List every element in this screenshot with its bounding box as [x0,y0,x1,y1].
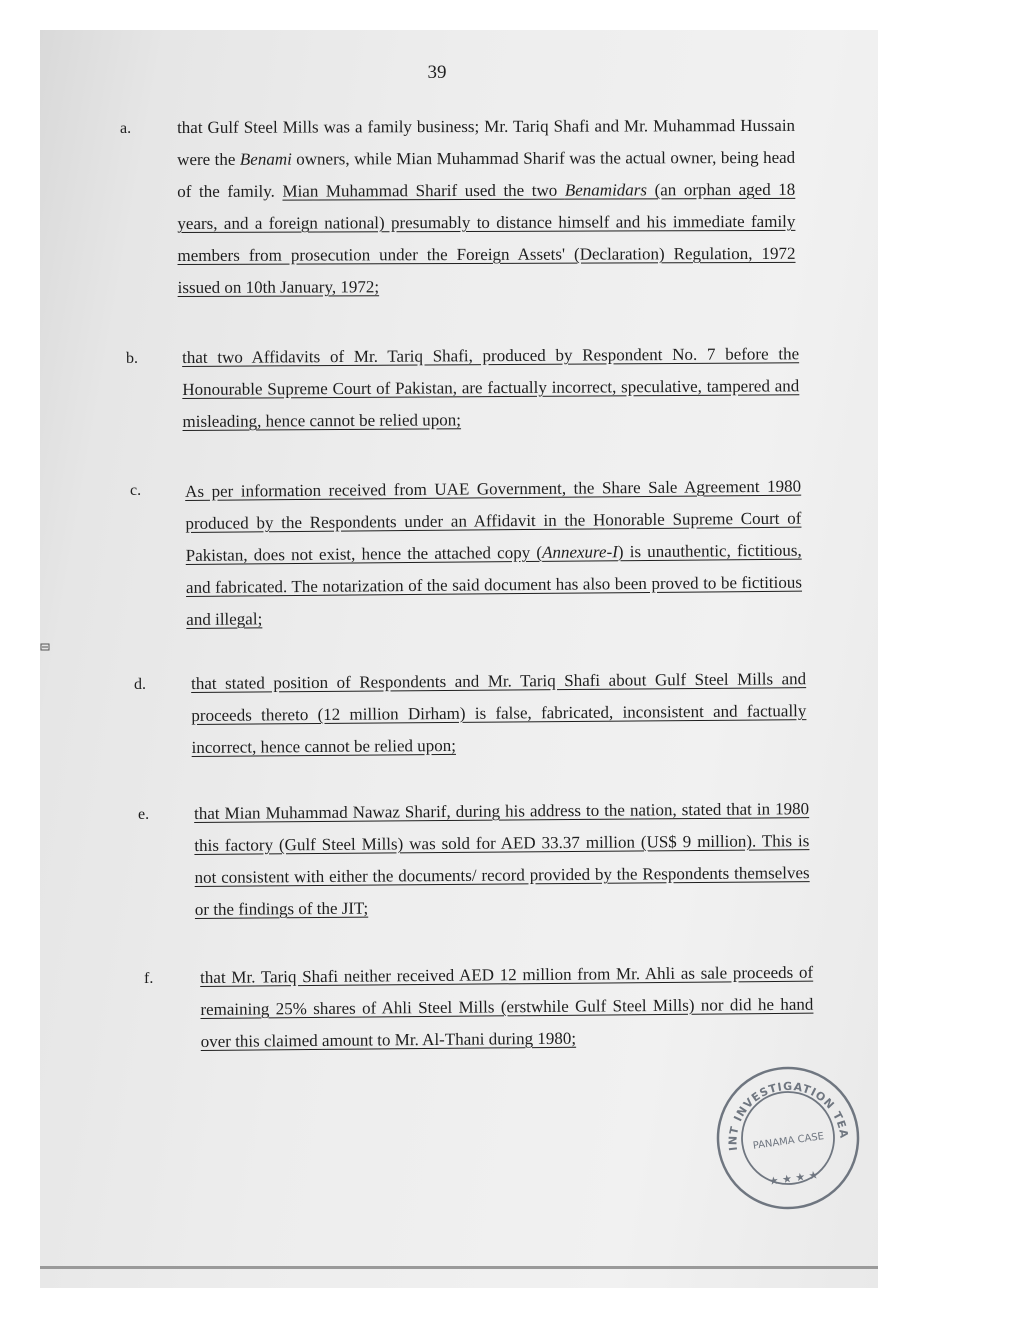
text-segment: Annexure-I [541,542,618,562]
list-item-b [126,344,806,460]
list-item-d [134,669,814,786]
item-marker: f. [144,970,154,987]
scanned-page [40,30,878,1288]
list-item-f [144,962,824,1080]
list-item-c [130,476,810,632]
list-item-a [120,115,800,320]
item-text [200,957,814,1058]
text-segment: that two Affidavits of Mr. Tariq Shafi, produced by Respondent No. 7 before the Honourable Supreme Court of Pakistan, are factually incorrect, speculative, tampered and misleading, hence cannot be relied upon; [182,344,800,431]
item-marker: a. [120,120,132,137]
stamp-seal [704,1054,871,1221]
list-item-e [138,799,818,956]
item-text [191,663,807,764]
item-marker: b. [126,350,138,367]
text-segment: (an orphan aged 18 years, and a foreign national) presumably to distance himself and his immediate family members from prosecution under the Foreign Assets' (Declaration) Regulation, 1972 issued on 10th January, 1972; [177,179,796,297]
text-segment: owners, while Mian Muhammad Sharif was the actual owner, being head of the family. [177,147,796,201]
item-text [182,338,800,438]
text-segment: ) is unauthentic, fictitious, and fabricated. The notarization of the said document has also been proved to be fictitious and illegal; [185,540,803,629]
stamp-stars: ★ ★ ★ ★ [768,1168,820,1189]
item-text [177,110,796,304]
stamp-top-text: JOINT INVESTIGATION TEAM [704,1064,851,1152]
item-marker: e. [138,806,150,823]
item-marker: c. [130,482,142,499]
text-segment: that Mian Muhammad Nawaz Sharif, during his address to the nation, stated that in 1980 this factory (Gulf Steel Mills) was sold for AED 33.37 million (US$ 9 million). This is not consistent with either the documents/ record provided by the Respondents themselves or the findings of the JIT; [194,799,810,919]
text-segment: that Mr. Tariq Shafi neither received AED 12 million from Mr. Ahli as sale proceeds of remaining 25% shares of Ahli Steel Mills (erstwhile Gulf Steel Mills) nor did he hand over this claimed amount to Mr. Al-Thani during 1980; [200,962,814,1051]
jit-stamp [704,1054,871,1221]
item-text [185,471,802,636]
text-segment: that Gulf Steel Mills was a family business; Mr. Tariq Shafi and Mr. Muhammad Hussain were the [177,115,796,169]
stamp-center-text: PANAMA CASE [752,1131,825,1152]
text-segment: Benamidars [564,180,648,200]
margin-mark [40,642,50,652]
text-segment: As per information received from UAE Government, the Share Sale Agreement 1980 produced by the Respondents under an Affidavit in the Honorable Supreme Court of Pakistan, does not exist, hence the attached copy ( [185,476,802,565]
scan-edge-line [40,1266,878,1269]
item-marker: d. [134,676,146,693]
text-segment: Benami [239,149,292,169]
item-text [194,793,810,926]
page-number: 39 [427,62,447,83]
text-segment: Mian Muhammad Sharif used the two [282,180,565,201]
text-segment: that stated position of Respondents and Mr. Tariq Shafi about Gulf Steel Mills and proceeds thereto (12 million Dirham) is false, fabricated, inconsistent and factually incorrect, hence cannot be relied upon; [191,669,807,757]
